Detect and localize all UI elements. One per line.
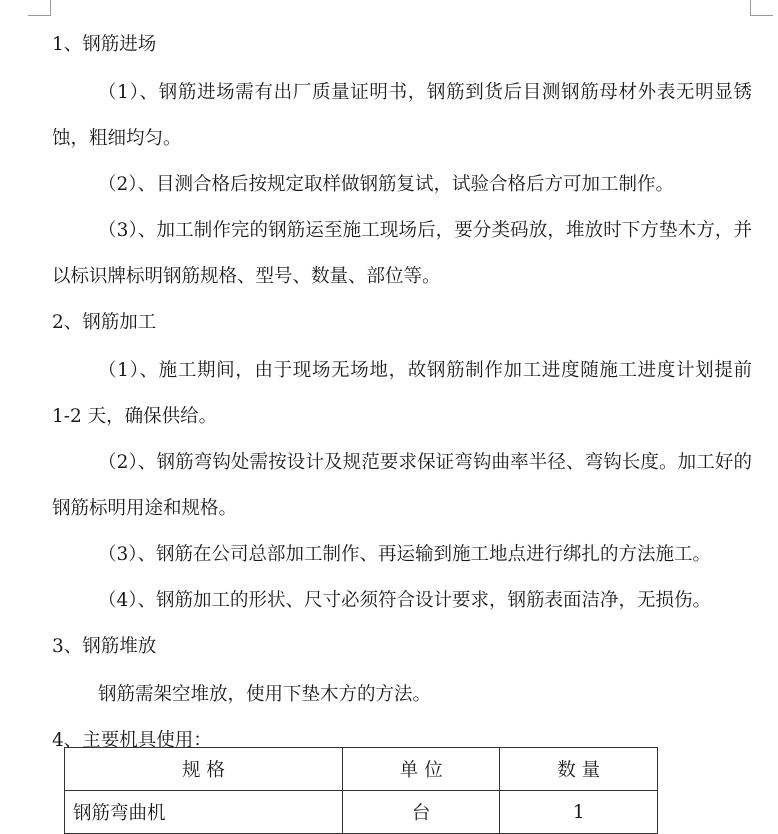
paragraph-1-3: （3）、加工制作完的钢筋运至施工现场后，要分类码放，堆放时下方垫木方，并以标识牌标明钢筋规格、型号、数量、部位等。 [52,220,752,287]
paragraph-1-1: （1）、钢筋进场需有出厂质量证明书，钢筋到货后目测钢筋母材外表无明显锈蚀，粗细均匀。 [52,82,752,149]
page-corner-mark-left [28,0,51,16]
section-heading-1: 1、钢筋进场 [52,34,157,55]
table-cell-quantity: 1 [500,791,658,834]
paragraph-2-4: （4）、钢筋加工的形状、尺寸必须符合设计要求，钢筋表面洁净，无损伤。 [98,590,712,611]
paragraph-2-3: （3）、钢筋在公司总部加工制作、再运输到施工地点进行绑扎的方法施工。 [98,544,712,565]
section-heading-3: 3、钢筋堆放 [52,636,157,657]
section-heading-2: 2、钢筋加工 [52,312,157,333]
table-header-unit: 单 位 [342,748,500,791]
table-header-spec: 规 格 [65,748,343,791]
table-cell-unit: 台 [342,791,500,834]
paragraph-1-2: （2）、目测合格后按规定取样做钢筋复试，试验合格后方可加工制作。 [98,174,675,195]
paragraph-2-1: （1）、施工期间，由于现场无场地，故钢筋制作加工进度随施工进度计划提前 1-2 天，确保供给。 [52,360,752,427]
document-body [52,30,752,756]
table-header-quantity: 数 量 [500,748,658,791]
section-heading-4: 4、主要机具使用： [52,730,212,751]
table-row [65,791,658,834]
table-header-row [65,748,658,791]
page-corner-mark-right [750,0,773,16]
equipment-table [64,747,658,834]
table-cell-spec: 钢筋弯曲机 [65,791,343,834]
paragraph-2-2: （2）、钢筋弯钩处需按设计及规范要求保证弯钩曲率半径、弯钩长度。加工好的钢筋标明用途和规格。 [52,452,752,519]
paragraph-3-1: 钢筋需架空堆放，使用下垫木方的方法。 [98,684,432,705]
